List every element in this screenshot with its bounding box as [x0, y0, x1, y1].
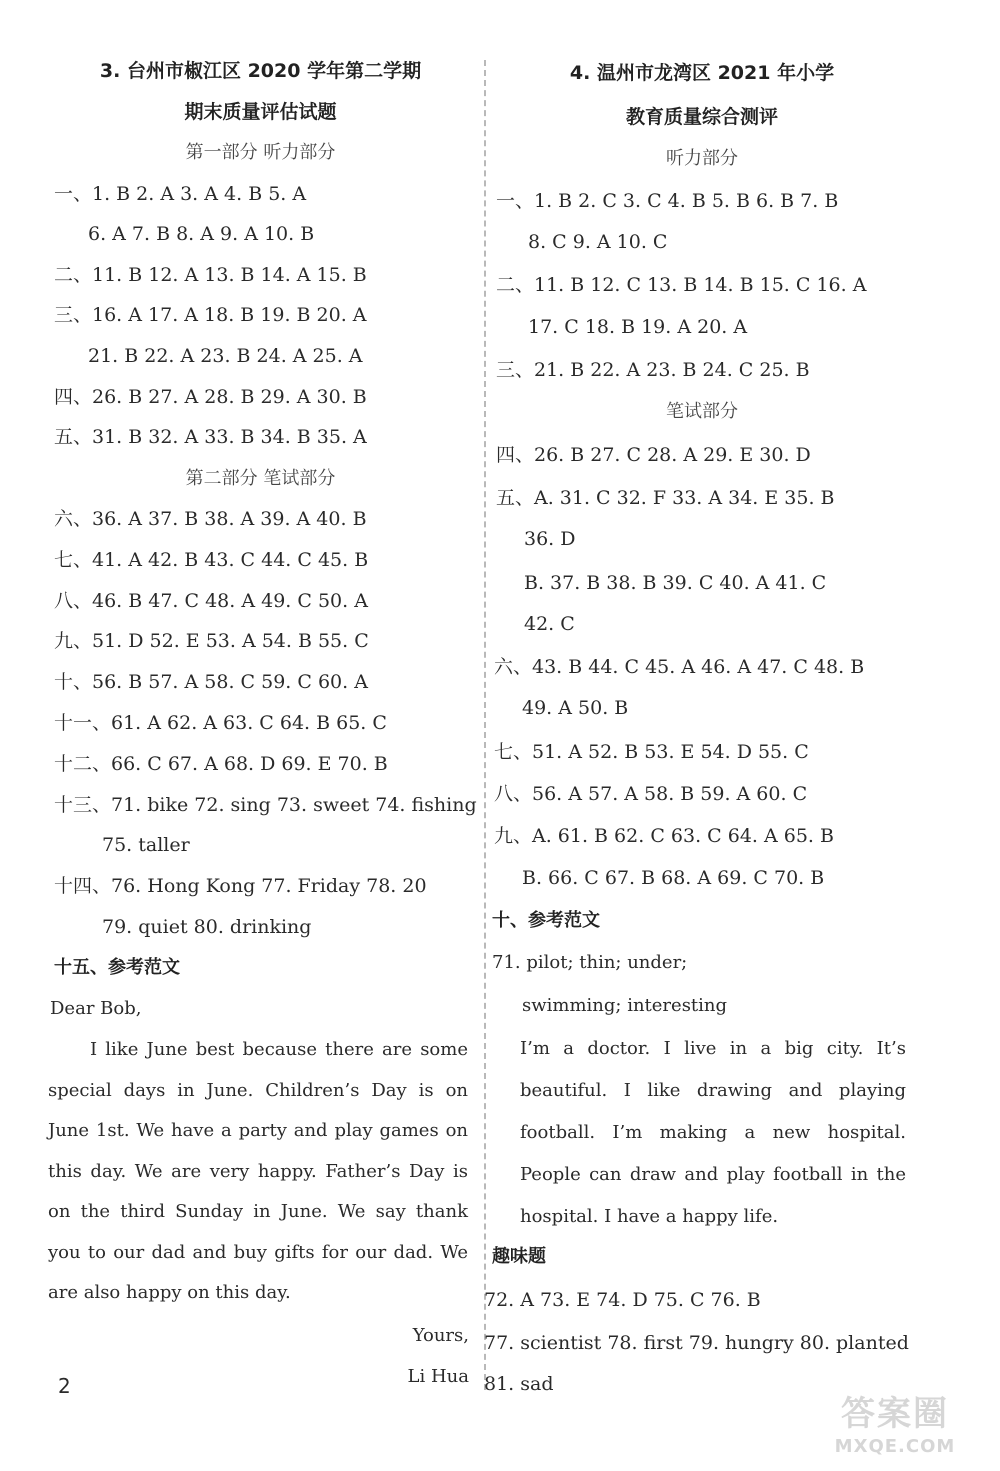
left-essay-heading: 十五、参考范文 [54, 957, 180, 978]
answer-row: 75. taller [102, 834, 190, 856]
answer-row: 五、A. 31. C 32. F 33. A 34. E 35. B [496, 487, 835, 509]
answer-row: 七、41. A 42. B 43. C 44. C 45. B [54, 549, 369, 571]
answer-row: 四、26. B 27. A 28. B 29. A 30. B [54, 386, 367, 408]
answer-row: 十、56. B 57. A 58. C 59. C 60. A [54, 671, 368, 693]
watermark-logo [800, 1392, 990, 1464]
left-part2-heading: 第二部分 笔试部分 [185, 468, 336, 489]
answer-row: 21. B 22. A 23. B 24. A 25. A [88, 345, 363, 367]
left-title-line1: 3. 台州市椒江区 2020 学年第二学期 [99, 60, 422, 82]
answer-row: 72. A 73. E 74. D 75. C 76. B [484, 1289, 761, 1311]
letter-closing: Yours, [412, 1325, 469, 1346]
answer-row: 五、31. B 32. A 33. B 34. B 35. A [54, 426, 367, 448]
answer-row: 三、21. B 22. A 23. B 24. C 25. B [496, 359, 810, 381]
right-part2-heading: 笔试部分 [666, 401, 738, 422]
answer-row: 17. C 18. B 19. A 20. A [528, 316, 748, 338]
watermark-text: 答案圈 [841, 1394, 949, 1434]
answer-row: 一、1. B 2. A 3. A 4. B 5. A [54, 183, 307, 205]
answer-row: B. 37. B 38. B 39. C 40. A 41. C [524, 572, 827, 594]
essay-answer-line: 71. pilot; thin; under; [492, 952, 688, 973]
answer-row: 8. C 9. A 10. C [528, 231, 668, 253]
left-title-line2: 期末质量评估试题 [184, 101, 337, 123]
answer-row: 十三、71. bike 72. sing 73. sweet 74. fishing [54, 794, 477, 816]
essay-paragraph: I’m a doctor. I live in a big city. It’s beautiful. I like drawing and playing football. I’m making a new hospital. People can draw and play football in the hospital. I have a happy life. [520, 1038, 906, 1227]
essay-paragraph: I like June best because there are some special days in June. Children’s Day is on June 1st. We have a party and play games on this day. We are very happy. Father’s Day is on the third Sunday in June. We say thank you to our dad and buy gifts for our dad. We are also happy on this day. [48, 1039, 468, 1303]
answer-row: 42. C [524, 613, 575, 635]
answer-row: 十四、76. Hong Kong 77. Friday 78. 20 [54, 875, 427, 897]
answer-row: 二、11. B 12. C 13. B 14. B 15. C 16. A [496, 274, 867, 296]
answer-row: 六、43. B 44. C 45. A 46. A 47. C 48. B [494, 656, 865, 678]
answer-row: 九、A. 61. B 62. C 63. C 64. A 65. B [494, 825, 834, 847]
answer-row: 八、46. B 47. C 48. A 49. C 50. A [54, 590, 368, 612]
right-part1-heading: 听力部分 [666, 148, 738, 169]
answer-row: 十二、66. C 67. A 68. D 69. E 70. B [54, 753, 388, 775]
watermark-url: MXQE.COM [834, 1436, 956, 1457]
answer-row: 6. A 7. B 8. A 9. A 10. B [88, 223, 315, 245]
letter-signature: Li Hua [407, 1366, 469, 1387]
answer-row: 81. sad [484, 1373, 554, 1395]
answer-row: 十一、61. A 62. A 63. C 64. B 65. C [54, 712, 387, 734]
essay-answer-line: swimming; interesting [522, 995, 728, 1016]
answer-row: 八、56. A 57. A 58. B 59. A 60. C [494, 783, 808, 805]
answer-row: 六、36. A 37. B 38. A 39. A 40. B [54, 508, 367, 530]
fun-heading: 趣味题 [492, 1246, 546, 1267]
answer-row: 79. quiet 80. drinking [102, 916, 312, 938]
answer-row: 77. scientist 78. first 79. hungry 80. planted [484, 1332, 909, 1354]
letter-salutation: Dear Bob, [50, 998, 142, 1019]
answer-row: 49. A 50. B [522, 697, 629, 719]
answer-row: 九、51. D 52. E 53. A 54. B 55. C [54, 630, 369, 652]
page-number: 2 [58, 1374, 71, 1398]
left-part1-heading: 第一部分 听力部分 [185, 142, 336, 163]
column-divider [484, 60, 486, 1390]
right-essay-heading: 十、参考范文 [492, 910, 600, 931]
answer-row: 一、1. B 2. C 3. C 4. B 5. B 6. B 7. B [496, 190, 839, 212]
answer-row: B. 66. C 67. B 68. A 69. C 70. B [522, 867, 825, 889]
right-title-line2: 教育质量综合测评 [625, 106, 778, 128]
answer-row: 二、11. B 12. A 13. B 14. A 15. B [54, 264, 367, 286]
answer-row: 七、51. A 52. B 53. E 54. D 55. C [494, 741, 809, 763]
answer-row: 36. D [524, 528, 576, 550]
answer-row: 四、26. B 27. C 28. A 29. E 30. D [496, 444, 811, 466]
answer-row: 三、16. A 17. A 18. B 19. B 20. A [54, 304, 367, 326]
right-title-line1: 4. 温州市龙湾区 2021 年小学 [569, 62, 835, 84]
